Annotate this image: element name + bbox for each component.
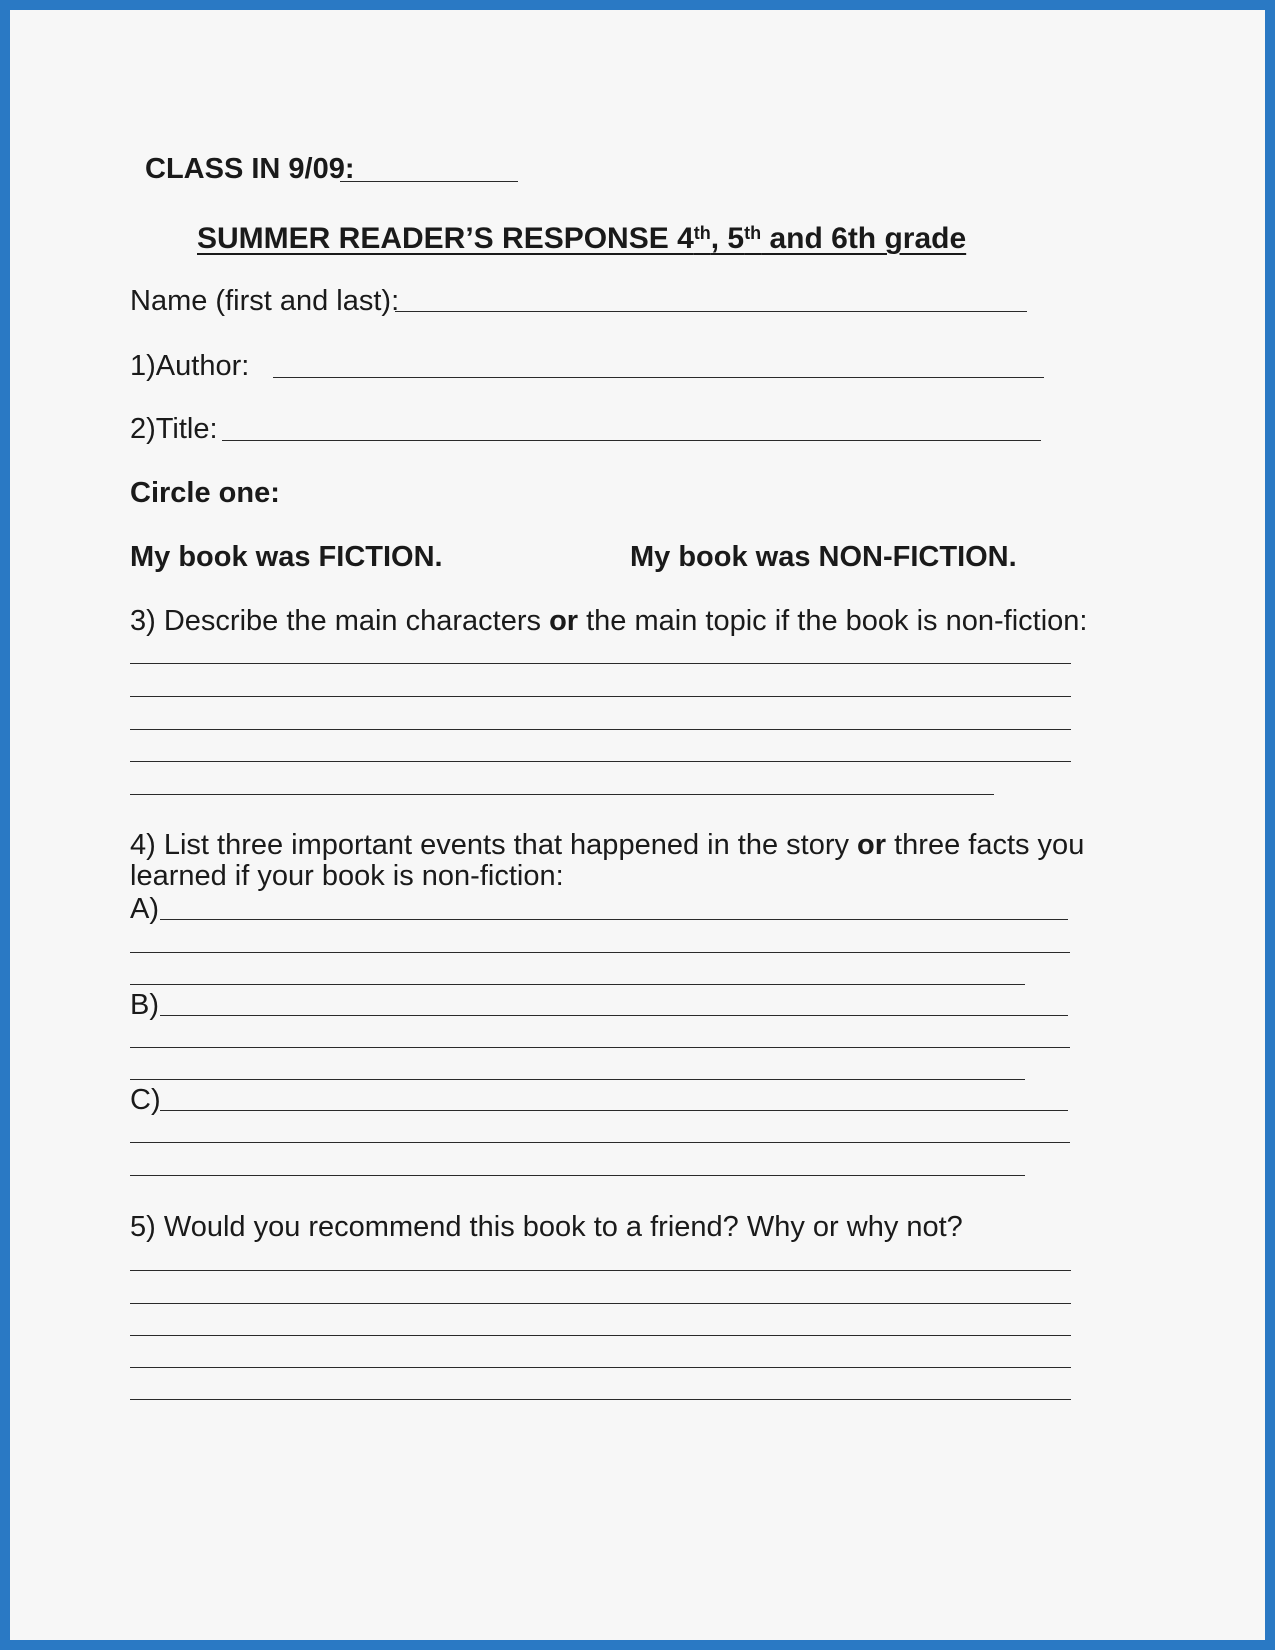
q5-answer-line[interactable] xyxy=(130,1303,1071,1304)
q3-answer-line[interactable] xyxy=(130,761,1071,762)
event-a-line[interactable] xyxy=(160,919,1068,920)
question-4-line-2: learned if your book is non-fiction: xyxy=(130,860,564,892)
worksheet-page xyxy=(10,10,1265,1640)
event-c-label: C) xyxy=(130,1084,161,1116)
q5-answer-line[interactable] xyxy=(130,1335,1071,1336)
q5-answer-line[interactable] xyxy=(130,1270,1071,1271)
circle-one-label: Circle one: xyxy=(130,477,280,509)
class-label: CLASS IN 9/09: xyxy=(145,153,355,185)
event-b-line[interactable] xyxy=(160,1015,1068,1016)
event-b-label: B) xyxy=(130,989,159,1021)
q3-answer-line[interactable] xyxy=(130,696,1071,697)
q3-answer-line[interactable] xyxy=(130,729,1071,730)
page-title: SUMMER READER’S RESPONSE 4th, 5th and 6th grade xyxy=(197,222,967,255)
event-b-line[interactable] xyxy=(130,1047,1070,1048)
question-3: 3) Describe the main characters or the main topic if the book is non-fiction: xyxy=(130,605,1088,637)
event-a-label: A) xyxy=(130,893,159,925)
event-a-line[interactable] xyxy=(130,952,1070,953)
event-a-line[interactable] xyxy=(130,984,1025,985)
q3-answer-line[interactable] xyxy=(130,663,1071,664)
book-title-label: 2)Title: xyxy=(130,413,218,445)
name-blank[interactable] xyxy=(395,311,1027,312)
event-b-line[interactable] xyxy=(130,1079,1025,1080)
event-c-line[interactable] xyxy=(130,1175,1025,1176)
question-5: 5) Would you recommend this book to a friend? Why or why not? xyxy=(130,1211,963,1243)
author-label: 1)Author: xyxy=(130,350,250,382)
name-label: Name (first and last): xyxy=(130,285,400,317)
author-blank[interactable] xyxy=(273,377,1044,378)
question-4: 4) List three important events that happened in the story or three facts you xyxy=(130,829,1085,861)
nonfiction-option[interactable]: My book was NON-FICTION. xyxy=(630,541,1017,573)
fiction-option[interactable]: My book was FICTION. xyxy=(130,541,443,573)
q5-answer-line[interactable] xyxy=(130,1367,1071,1368)
q3-answer-line[interactable] xyxy=(130,794,994,795)
q5-answer-line[interactable] xyxy=(130,1399,1071,1400)
class-blank[interactable] xyxy=(340,181,518,182)
event-c-line[interactable] xyxy=(130,1142,1070,1143)
event-c-line[interactable] xyxy=(160,1110,1068,1111)
book-title-blank[interactable] xyxy=(222,440,1041,441)
